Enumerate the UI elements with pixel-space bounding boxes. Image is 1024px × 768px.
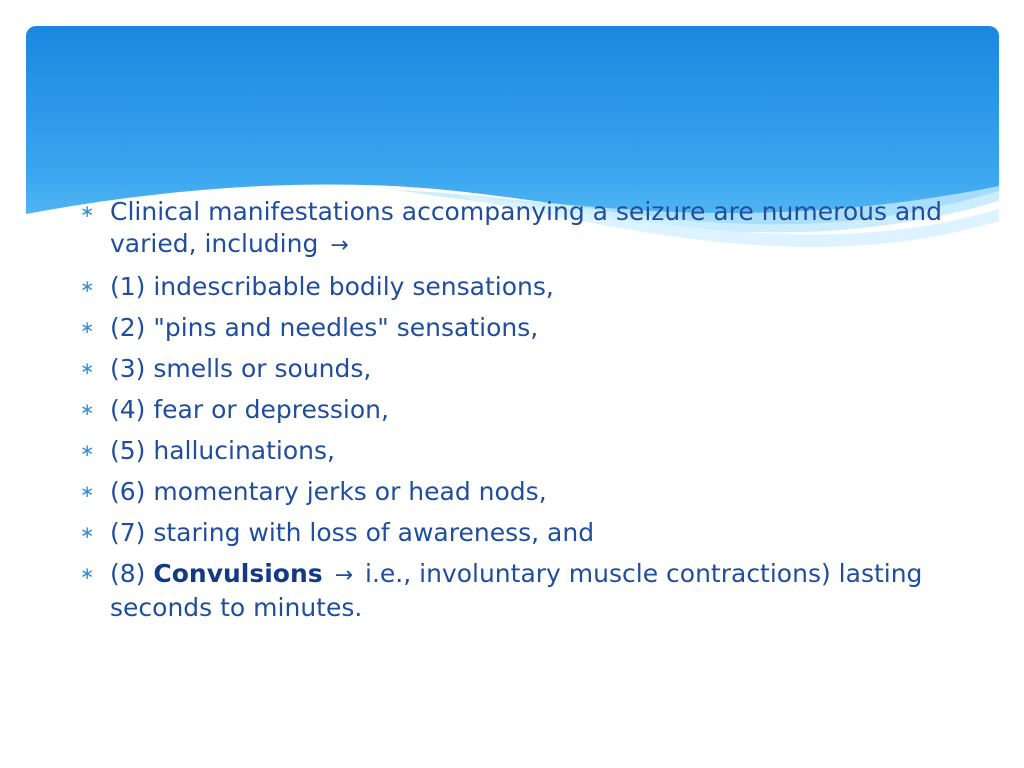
bullet-asterisk-icon: ∗ [80,564,95,584]
bullet-text: Clinical manifestations accompanying a seizure are numerous and varied, including [110,197,942,258]
bullet-item-intro [78,196,978,262]
bullet-item-2 [78,312,978,344]
bullet-list [78,196,978,633]
bullet-asterisk-icon: ∗ [80,482,95,502]
bullet-asterisk-icon: ∗ [80,400,95,420]
bullet-item-7 [78,517,978,549]
bullet-item-8 [78,558,978,624]
arrow-right-icon: → [330,233,349,258]
bullet-item-6 [78,476,978,508]
bullet-item-3 [78,353,978,385]
bullet-text: (5) hallucinations, [110,436,335,465]
arrow-right-icon: → [334,563,354,588]
bullet-asterisk-icon: ∗ [80,202,95,222]
bullet-asterisk-icon: ∗ [80,277,95,297]
convulsions-term: Convulsions [153,559,323,588]
bullet-text: (6) momentary jerks or head nods, [110,477,547,506]
bullet-item-5 [78,435,978,467]
bullet-asterisk-icon: ∗ [80,441,95,461]
bullet-text: (2) "pins and needles" sensations, [110,313,539,342]
bullet-asterisk-icon: ∗ [80,359,95,379]
bullet-text: (7) staring with loss of awareness, and [110,518,595,547]
bullet-item-1 [78,271,978,303]
bullet-text: (4) fear or depression, [110,395,389,424]
bullet-suffix: i.e., involuntary muscle contractions) lasting seconds to minutes. [110,559,923,622]
bullet-text: (3) smells or sounds, [110,354,372,383]
bullet-asterisk-icon: ∗ [80,523,95,543]
bullet-text: (1) indescribable bodily sensations, [110,272,554,301]
bullet-asterisk-icon: ∗ [80,318,95,338]
bullet-prefix: (8) [110,559,146,588]
bullet-item-4 [78,394,978,426]
